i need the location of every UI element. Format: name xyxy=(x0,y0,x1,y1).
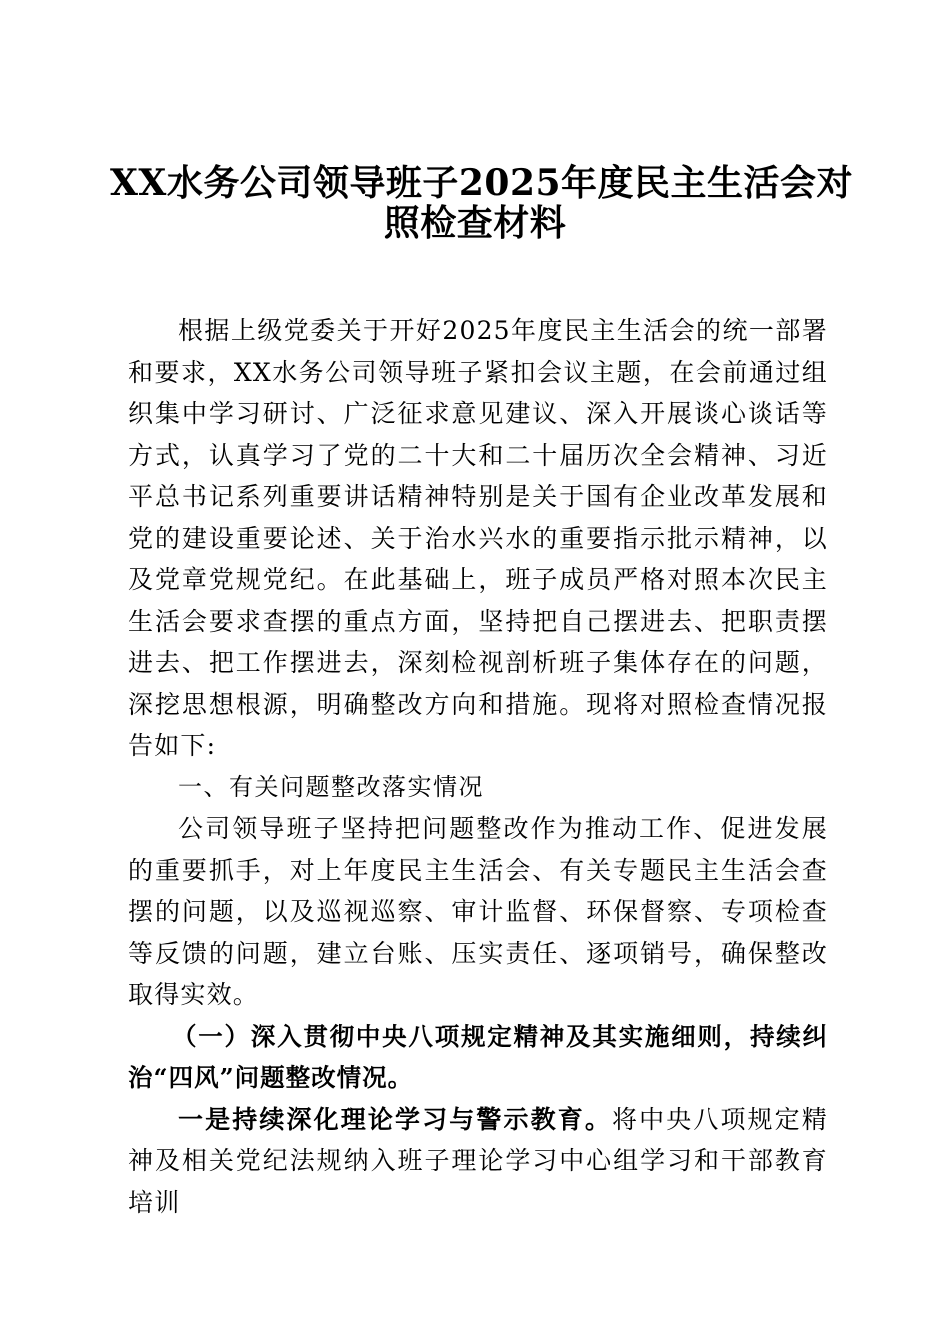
intro-paragraph: 根据上级党委关于开好2025年度民主生活会的统一部署和要求，XX水务公司领导班子紧扣会议主题，在会前通过组织集中学习研讨、广泛征求意见建议、深入开展谈心谈话等方式，认真学习了党的二十大和二十届历次全会精神、习近平总书记系列重要讲话精神特别是关于国有企业改革发展和党的建设重要论述、关于治水兴水的重要指示批示精神，以及党章党规党纪。在此基础上，班子成员严格对照本次民主生活会要求查摆的重点方面，坚持把自己摆进去、把职责摆进去、把工作摆进去，深刻检视剖析班子集体存在的问题，深挖思想根源，明确整改方向和措施。现将对照检查情况报告如下: xyxy=(128,316,828,760)
title-line-1: XX水务公司领导班子2025年度民主生活会对 xyxy=(110,162,854,204)
section-1-heading: 一、有关问题整改落实情况 xyxy=(178,772,484,801)
document-title xyxy=(110,162,854,245)
document-body xyxy=(128,310,828,1223)
title-line-2: 照检查材料 xyxy=(383,202,567,244)
section-1-paragraph: 公司领导班子坚持把问题整改作为推动工作、促进发展的重要抓手，对上年度民主生活会、有关专题民主生活会查摆的问题，以及巡视巡察、审计监督、环保督察、专项检查等反馈的问题，建立台账、压实责任、逐项销号，确保整改取得实效。 xyxy=(128,814,828,1009)
point-1-paragraph xyxy=(128,1099,828,1224)
point-1-lead: 一是持续深化理论学习与警示教育。 xyxy=(178,1104,612,1134)
point-1-text: 将中央八项规定精神及相关党纪法规纳入班子理论学习中心组学习和干部教育培训 xyxy=(128,1104,829,1217)
subsection-1-heading: （一）深入贯彻中央八项规定精神及其实施细则，持续纠治“四风”问题整改情况。 xyxy=(128,1021,828,1092)
